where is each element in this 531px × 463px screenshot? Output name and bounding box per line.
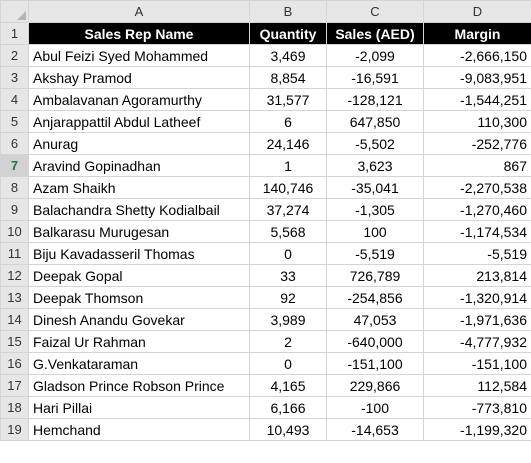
table-row <box>1 199 531 221</box>
cell-sales-rep-name[interactable]: Balachandra Shetty Kodialbail <box>29 199 250 221</box>
cell-quantity[interactable]: 0 <box>250 353 327 375</box>
cell-margin[interactable]: -2,270,538 <box>424 177 531 199</box>
cell-margin[interactable]: -4,777,932 <box>424 331 531 353</box>
table-row <box>1 243 531 265</box>
cell-sales[interactable]: -254,856 <box>327 287 424 309</box>
cell-quantity[interactable]: 1 <box>250 155 327 177</box>
table-row <box>1 419 531 441</box>
cell-margin[interactable]: -1,544,251 <box>424 89 531 111</box>
cell-sales[interactable]: -35,041 <box>327 177 424 199</box>
cell-quantity[interactable]: 24,146 <box>250 133 327 155</box>
cell-sales[interactable]: 229,866 <box>327 375 424 397</box>
header-sales-rep-name[interactable]: Sales Rep Name <box>29 23 250 45</box>
cell-sales-rep-name[interactable]: Balkarasu Murugesan <box>29 221 250 243</box>
table-row <box>1 45 531 67</box>
table-header-row <box>1 23 531 45</box>
cell-sales-rep-name[interactable]: Hari Pillai <box>29 397 250 419</box>
cell-margin[interactable]: 213,814 <box>424 265 531 287</box>
cell-sales-rep-name[interactable]: Anjarappattil Abdul Latheef <box>29 111 250 133</box>
table-row <box>1 155 531 177</box>
column-header-c[interactable]: C <box>327 1 424 23</box>
table-row <box>1 177 531 199</box>
column-header-a[interactable]: A <box>29 1 250 23</box>
cell-quantity[interactable]: 37,274 <box>250 199 327 221</box>
cell-quantity[interactable]: 4,165 <box>250 375 327 397</box>
table-row <box>1 67 531 89</box>
table-row <box>1 89 531 111</box>
row-header[interactable]: 3 <box>1 67 29 89</box>
row-header[interactable]: 11 <box>1 243 29 265</box>
cell-quantity[interactable]: 31,577 <box>250 89 327 111</box>
cell-sales-rep-name[interactable]: Faizal Ur Rahman <box>29 331 250 353</box>
table-row <box>1 397 531 419</box>
cell-margin[interactable]: -2,666,150 <box>424 45 531 67</box>
cell-margin[interactable]: -773,810 <box>424 397 531 419</box>
cell-sales[interactable]: 726,789 <box>327 265 424 287</box>
header-sales[interactable]: Sales (AED) <box>327 23 424 45</box>
cell-sales[interactable]: -14,653 <box>327 419 424 441</box>
cell-sales-rep-name[interactable]: Dinesh Anandu Govekar <box>29 309 250 331</box>
cell-sales-rep-name[interactable]: Abul Feizi Syed Mohammed <box>29 45 250 67</box>
cell-sales[interactable]: -640,000 <box>327 331 424 353</box>
table-row <box>1 133 531 155</box>
row-header[interactable]: 16 <box>1 353 29 375</box>
row-header[interactable]: 7 <box>1 155 29 177</box>
cell-sales[interactable]: -2,099 <box>327 45 424 67</box>
cell-sales-rep-name[interactable]: Gladson Prince Robson Prince <box>29 375 250 397</box>
cell-sales-rep-name[interactable]: Akshay Pramod <box>29 67 250 89</box>
cell-quantity[interactable]: 0 <box>250 243 327 265</box>
cell-sales[interactable]: -151,100 <box>327 353 424 375</box>
cell-sales-rep-name[interactable]: G.Venkataraman <box>29 353 250 375</box>
row-header[interactable]: 19 <box>1 419 29 441</box>
cell-quantity[interactable]: 33 <box>250 265 327 287</box>
table-row <box>1 353 531 375</box>
table-row <box>1 221 531 243</box>
row-header[interactable]: 4 <box>1 89 29 111</box>
table-row <box>1 265 531 287</box>
cell-margin[interactable]: 110,300 <box>424 111 531 133</box>
row-header[interactable]: 8 <box>1 177 29 199</box>
column-header-b[interactable]: B <box>250 1 327 23</box>
cell-sales-rep-name[interactable]: Biju Kavadasseril Thomas <box>29 243 250 265</box>
cell-quantity[interactable]: 3,469 <box>250 45 327 67</box>
select-all-corner[interactable] <box>1 1 29 23</box>
cell-quantity[interactable]: 140,746 <box>250 177 327 199</box>
cell-sales[interactable]: -100 <box>327 397 424 419</box>
column-header-row <box>1 1 531 23</box>
cell-quantity[interactable]: 5,568 <box>250 221 327 243</box>
row-header[interactable]: 5 <box>1 111 29 133</box>
cell-sales[interactable]: 47,053 <box>327 309 424 331</box>
cell-sales-rep-name[interactable]: Azam Shaikh <box>29 177 250 199</box>
table-row <box>1 287 531 309</box>
table-row <box>1 331 531 353</box>
select-all-triangle-icon <box>17 11 26 20</box>
cell-margin[interactable]: -1,174,534 <box>424 221 531 243</box>
header-margin[interactable]: Margin <box>424 23 531 45</box>
cell-quantity[interactable]: 6,166 <box>250 397 327 419</box>
row-header[interactable]: 2 <box>1 45 29 67</box>
header-quantity[interactable]: Quantity <box>250 23 327 45</box>
cell-sales-rep-name[interactable]: Hemchand <box>29 419 250 441</box>
cell-sales-rep-name[interactable]: Ambalavanan Agoramurthy <box>29 89 250 111</box>
cell-margin[interactable]: -1,270,460 <box>424 199 531 221</box>
table-row <box>1 309 531 331</box>
cell-sales-rep-name[interactable]: Deepak Thomson <box>29 287 250 309</box>
row-header[interactable]: 14 <box>1 309 29 331</box>
cell-quantity[interactable]: 3,989 <box>250 309 327 331</box>
cell-sales[interactable]: -5,519 <box>327 243 424 265</box>
cell-sales[interactable]: 647,850 <box>327 111 424 133</box>
cell-quantity[interactable]: 2 <box>250 331 327 353</box>
row-header[interactable]: 18 <box>1 397 29 419</box>
cell-margin[interactable]: -1,971,636 <box>424 309 531 331</box>
cell-sales[interactable]: -128,121 <box>327 89 424 111</box>
cell-sales[interactable]: 3,623 <box>327 155 424 177</box>
row-header[interactable]: 12 <box>1 265 29 287</box>
cell-margin[interactable]: -5,519 <box>424 243 531 265</box>
cell-margin[interactable]: -9,083,951 <box>424 67 531 89</box>
row-header[interactable]: 9 <box>1 199 29 221</box>
table-row <box>1 375 531 397</box>
row-header[interactable]: 13 <box>1 287 29 309</box>
cell-margin[interactable]: 867 <box>424 155 531 177</box>
cell-quantity[interactable]: 92 <box>250 287 327 309</box>
column-header-d[interactable]: D <box>424 1 531 23</box>
cell-quantity[interactable]: 6 <box>250 111 327 133</box>
cell-margin[interactable]: -151,100 <box>424 353 531 375</box>
row-header[interactable]: 10 <box>1 221 29 243</box>
cell-margin[interactable]: -1,320,914 <box>424 287 531 309</box>
cell-sales[interactable]: -1,305 <box>327 199 424 221</box>
row-header[interactable]: 15 <box>1 331 29 353</box>
cell-margin[interactable]: -1,199,320 <box>424 419 531 441</box>
cell-sales-rep-name[interactable]: Aravind Gopinadhan <box>29 155 250 177</box>
cell-margin[interactable]: 112,584 <box>424 375 531 397</box>
cell-sales-rep-name[interactable]: Anurag <box>29 133 250 155</box>
cell-sales-rep-name[interactable]: Deepak Gopal <box>29 265 250 287</box>
cell-sales[interactable]: 100 <box>327 221 424 243</box>
cell-quantity[interactable]: 8,854 <box>250 67 327 89</box>
cell-quantity[interactable]: 10,493 <box>250 419 327 441</box>
table-row <box>1 111 531 133</box>
cell-margin[interactable]: -252,776 <box>424 133 531 155</box>
cell-sales[interactable]: -16,591 <box>327 67 424 89</box>
cell-sales[interactable]: -5,502 <box>327 133 424 155</box>
row-header[interactable]: 17 <box>1 375 29 397</box>
row-header-1[interactable]: 1 <box>1 23 29 45</box>
row-header[interactable]: 6 <box>1 133 29 155</box>
